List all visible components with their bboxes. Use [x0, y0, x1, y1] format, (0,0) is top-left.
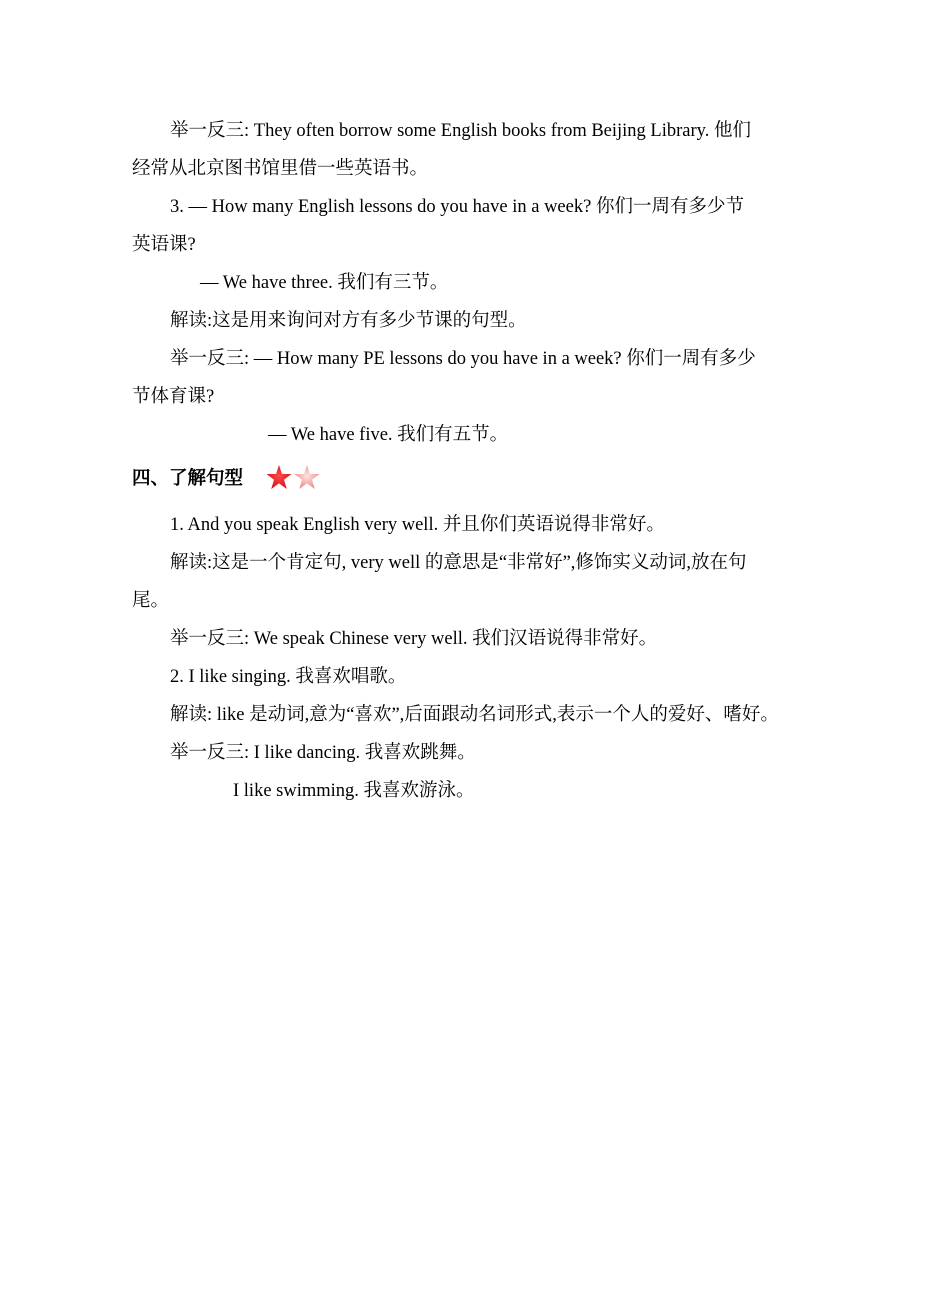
item-1-example: 举一反三: We speak Chinese very well. 我们汉语说得非常好。	[170, 629, 658, 649]
item-2-example-2: I like swimming. 我喜欢游泳。	[233, 781, 475, 801]
item-3-answer: — We have three. 我们有三节。	[200, 273, 449, 293]
section-heading: 四、了解句型	[132, 468, 244, 489]
item-1-sentence: 1. And you speak English very well. 并且你们英语说得非常好。	[170, 515, 665, 535]
item-2-sentence: 2. I like singing. 我喜欢唱歌。	[170, 667, 407, 687]
star-icon-faded	[295, 465, 320, 489]
item-1-explanation-cont: 尾。	[132, 591, 170, 611]
item-2-example-1: 举一反三: I like dancing. 我喜欢跳舞。	[170, 743, 476, 763]
item-3-question-cont: 英语课?	[132, 235, 196, 255]
example-line-borrow: 举一反三: They often borrow some English books from Beijing Library. 他们	[170, 121, 751, 141]
item-1-explanation: 解读:这是一个肯定句, very well 的意思是“非常好”,修饰实义动词,放在句	[170, 553, 747, 573]
rating-stars	[266, 463, 322, 493]
item-3-example-question: 举一反三: — How many PE lessons do you have in a week? 你们一周有多少	[170, 349, 756, 369]
item-3-example-answer: — We have five. 我们有五节。	[268, 425, 509, 445]
example-line-borrow-cont: 经常从北京图书馆里借一些英语书。	[132, 159, 429, 179]
item-3-question: 3. — How many English lessons do you have in a week? 你们一周有多少节	[170, 197, 744, 217]
item-3-explanation: 解读:这是用来询问对方有多少节课的句型。	[170, 311, 527, 331]
item-2-explanation: 解读: like 是动词,意为“喜欢”,后面跟动名词形式,表示一个人的爱好、嗜好。	[170, 705, 779, 725]
star-icon-filled	[267, 465, 292, 489]
item-3-example-question-cont: 节体育课?	[132, 387, 215, 407]
